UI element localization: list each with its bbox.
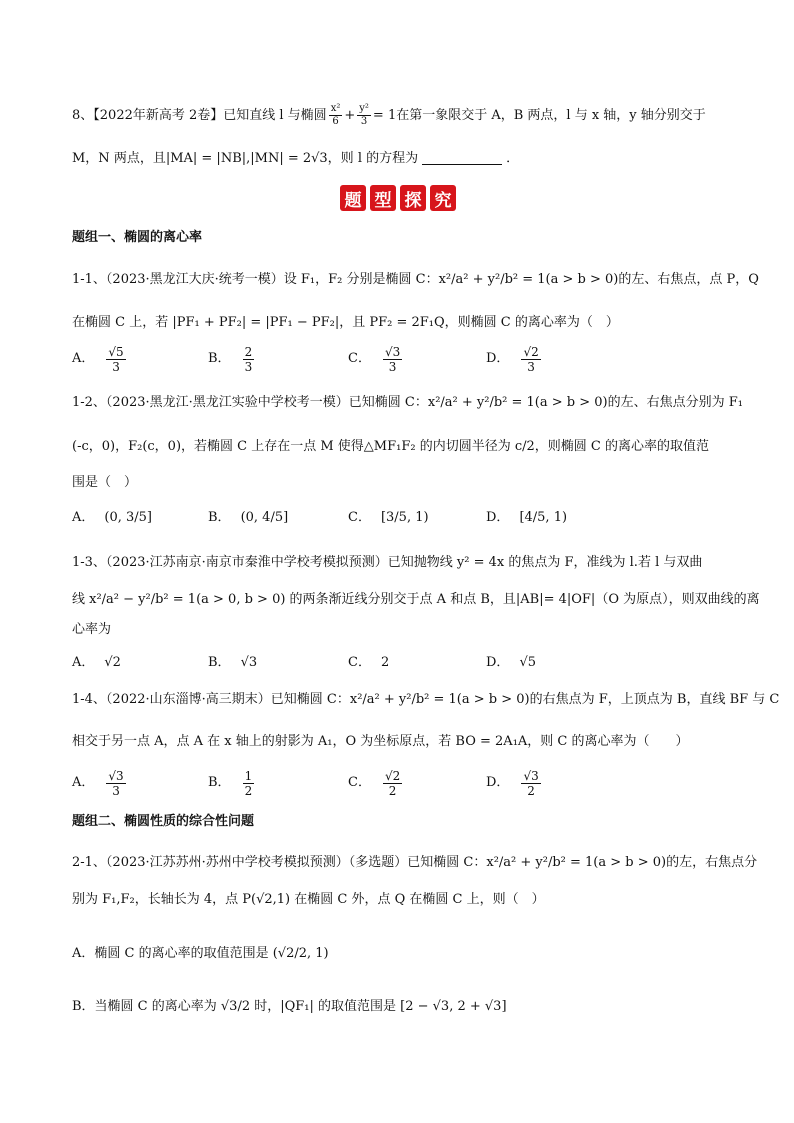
q1-1-option-a[interactable]: A． $\frac{√5}{3}$ [72, 344, 124, 374]
group-2-title: 题组二、椭圆性质的综合性问题 [72, 814, 255, 829]
q1-2-option-a[interactable]: A． (0, 3/5] [72, 510, 152, 525]
q1-3-line-2: 线 x²/a² − y²/b² = 1(a > 0, b > 0) 的两条渐近线分别交于点 A 和点 B，且|AB|= 4|OF|（O 为原点），则双曲线的离 [72, 592, 760, 607]
banner-char-1: 题 [340, 185, 366, 211]
q1-2-option-c[interactable]: C． [3/5, 1) [348, 510, 429, 525]
q1-3-option-d[interactable]: D． √5 [486, 655, 536, 670]
question-8-period: ． [506, 151, 520, 166]
q1-1-line-2: 在椭圆 C 上，若 |PF₁ + PF₂| = |PF₁ − PF₂|，且 PF₂ = 2F₁Q，则椭圆 C 的离心率为（ ） [72, 315, 619, 330]
question-8-line-1: 8、【2022年新高考 2卷】已知直线 l 与椭圆 $\frac{\text{x²}}{6}$ + $\frac{\text{y²}}{3}$ = 1在第一象限交于 A，B 两点，l 与 x 轴，y 轴分别交于 [72, 103, 706, 127]
q1-4-option-c[interactable]: C． $\frac{√2}{2}$ [348, 768, 401, 798]
q1-4-option-d[interactable]: D． $\frac{√3}{2}$ [486, 768, 539, 798]
q1-2-line-1: 1-2、（2023·黑龙江·黑龙江实验中学校考一模）已知椭圆 C：x²/a² + y²/b² = 1(a > b > 0)的左、右焦点分别为 F₁ [72, 395, 743, 410]
group-1-title: 题组一、椭圆的离心率 [72, 230, 203, 245]
q1-1-options [72, 344, 732, 374]
question-8-line-2 [72, 149, 724, 169]
q1-4-line-1: 1-4、（2022·山东淄博·高三期末）已知椭圆 C：x²/a² + y²/b² = 1(a > b > 0)的右焦点为 F，上顶点为 B，直线 BF 与 C [72, 692, 780, 707]
q2-1-option-b[interactable]: B．当椭圆 C 的离心率为 √3/2 时，|QF₁| 的取值范围是 [2 − √3, 2 + √3] [72, 999, 507, 1014]
q1-1-option-d[interactable]: D． $\frac{√2}{3}$ [486, 344, 539, 374]
q1-1-option-b[interactable]: B． $\frac{2}{3}$ [208, 344, 253, 374]
banner-char-3: 探 [400, 185, 426, 211]
q1-1-option-c[interactable]: C． $\frac{√3}{3}$ [348, 344, 401, 374]
q1-4-line-2: 相交于另一点 A，点 A 在 x 轴上的射影为 A₁，O 为坐标原点，若 BO = 2A₁A，则 C 的离心率为（ ） [72, 734, 689, 749]
answer-blank[interactable] [422, 150, 502, 165]
question-8-text-c: M，N 两点，且|MA| = |NB|,|MN| = 2√3，则 l 的方程为 [72, 151, 419, 166]
q1-4-options [72, 768, 732, 798]
q2-1-line-2: 别为 F₁,F₂，长轴长为 4，点 P(√2,1) 在椭圆 C 外，点 Q 在椭圆 C 上，则（ ） [72, 892, 545, 907]
q1-3-option-c[interactable]: C． 2 [348, 655, 390, 670]
q2-1-option-a[interactable]: A．椭圆 C 的离心率的取值范围是 (√2/2, 1) [72, 946, 329, 961]
banner-char-2: 型 [370, 185, 396, 211]
q1-1-line-1: 1-1、（2023·黑龙江大庆·统考一模）设 F₁，F₂ 分别是椭圆 C：x²/a² + y²/b² = 1(a > b > 0)的左、右焦点，点 P，Q [72, 272, 759, 287]
q1-3-line-3: 心率为 [72, 622, 112, 637]
q1-3-option-b[interactable]: B． √3 [208, 655, 258, 670]
ellipse-fraction-y: $\frac{\text{y²}}{3}$ [359, 103, 369, 127]
section-banner [340, 185, 456, 211]
question-8-text-a: 8、【2022年新高考 2卷】已知直线 l 与椭圆 [72, 108, 327, 123]
q2-1-line-1: 2-1、（2023·江苏苏州·苏州中学校考模拟预测）（多选题）已知椭圆 C：x²/a² + y²/b² = 1(a > b > 0)的左，右焦点分 [72, 855, 758, 870]
q1-4-option-b[interactable]: B． $\frac{1}{2}$ [208, 768, 253, 798]
q1-2-line-3: 围是（ ） [72, 475, 138, 490]
q1-2-option-d[interactable]: D． [4/5, 1) [486, 510, 568, 525]
ellipse-fraction-x: $\frac{\text{x²}}{6}$ [330, 103, 341, 127]
q1-4-option-a[interactable]: A． $\frac{√3}{3}$ [72, 768, 124, 798]
q1-3-option-a[interactable]: A． √2 [72, 655, 121, 670]
q1-3-options [72, 648, 732, 678]
q1-2-option-b[interactable]: B． (0, 4/5] [208, 510, 289, 525]
banner-char-4: 究 [430, 185, 456, 211]
q1-3-line-1: 1-3、（2023·江苏南京·南京市秦淮中学校考模拟预测）已知抛物线 y² = 4x 的焦点为 F，准线为 l.若 l 与双曲 [72, 555, 703, 570]
question-8-text-b: 在第一象限交于 A，B 两点，l 与 x 轴，y 轴分别交于 [396, 108, 706, 123]
q1-2-options [72, 503, 732, 533]
q1-2-line-2: (-c，0)，F₂(c，0)，若椭圆 C 上存在一点 M 使得△MF₁F₂ 的内切圆半径为 c/2，则椭圆 C 的离心率的取值范 [72, 439, 709, 454]
